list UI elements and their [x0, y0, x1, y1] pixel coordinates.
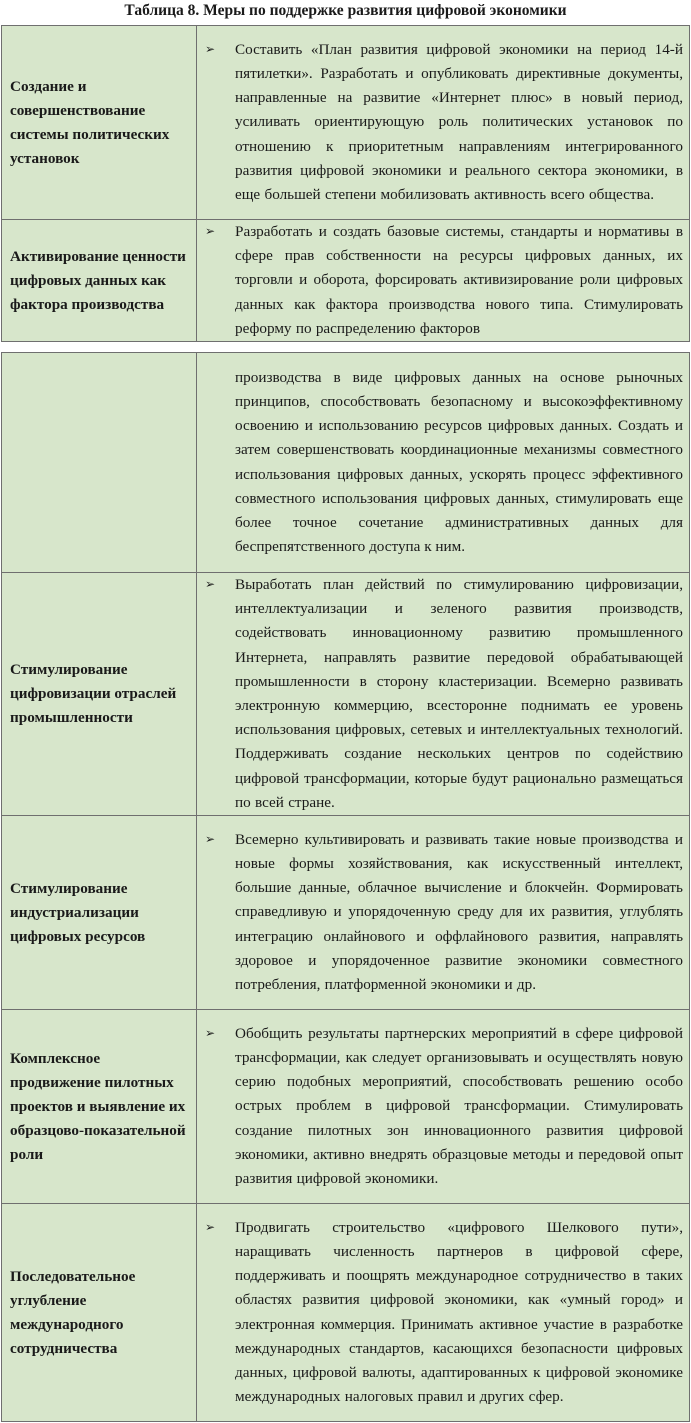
arrow-bullet-icon: ➢ [205, 831, 216, 846]
arrow-bullet-icon: ➢ [205, 41, 216, 56]
row-label [2, 353, 197, 573]
table-row [2, 816, 690, 1010]
bullet-text: Выработать план действий по стимулированию цифровизации, интеллектуализации и зеленого развития производств, содействовать инновационному развитию промышленного Интернета, направлять развитие передовой обрабатывающей промышленности в сторону кластеризации. Всемерно развивать электронную коммерцию, всесторонне поднимать ее уровень использования цифровых, сетевых и интеллектуальных технологий. Поддерживать создание нескольких центров по содействию цифровой трансформации, которые будут рационально размещаться по всей стране. [235, 576, 683, 811]
bullet-item [197, 1216, 683, 1410]
table-row [2, 220, 690, 342]
row-content [197, 573, 690, 816]
row-content [197, 1010, 690, 1204]
table-row [2, 1204, 690, 1422]
bullet-text: Обобщить результаты партнерских мероприятий в сфере цифровой трансформации, как следует организовывать и осуществлять новую серию подобных мероприятий, способствовать решению особо острых проблем в цифровой трансформации. Стимулировать создание пилотных зон инновационного развития цифровой экономики, активно внедрять образцовые методы и передовой опыт развития цифровой экономики. [235, 1024, 683, 1188]
arrow-bullet-icon: ➢ [205, 1219, 216, 1234]
row-content [197, 220, 690, 342]
page-break-gap [0, 342, 691, 352]
continued-text: производства в виде цифровых данных на основе рыночных принципов, способствовать безопасному и высокоэффективному освоению и использованию ресурсов цифровых данных. Создать и затем совершенствовать координационные механизмы совместного использования цифровых данных, ускорять процесс эффективного совместного использования цифровых данных, стимулировать еще более точное сочетание административных данных для беспрепятственного доступа к ним. [235, 368, 683, 556]
bullet-item [197, 1022, 683, 1191]
bullet-item [197, 828, 683, 997]
bullet-item [197, 573, 683, 815]
arrow-bullet-icon: ➢ [205, 224, 216, 238]
row-content [197, 1204, 690, 1422]
row-label: Последовательное углубление международного сотрудничества [2, 1204, 197, 1422]
measures-table-part-2 [1, 352, 690, 1422]
table-caption: Таблица 8. Меры по поддержке развития цифровой экономики [124, 2, 567, 19]
bullet-text: Разработать и создать базовые системы, стандарты и нормативы в сфере прав собственности на ресурсы цифровых данных, их торговли и оборота, форсировать активизирование роли цифровых данных как фактора производства нового типа. Стимулировать реформу по распределению факторов [235, 223, 683, 337]
bullet-item [197, 220, 683, 341]
table-row [2, 573, 690, 816]
row-content [197, 353, 690, 573]
row-label: Стимулирование цифровизации отраслей промышленности [2, 573, 197, 816]
row-label: Комплексное продвижение пилотных проектов и выявление их образцово-показательной роли [2, 1010, 197, 1204]
row-content [197, 816, 690, 1010]
measures-table-part-1 [1, 25, 690, 342]
arrow-bullet-icon: ➢ [205, 577, 216, 592]
table-row [2, 353, 690, 573]
bullet-text: Всемерно культивировать и развивать такие новые производства и новые формы хозяйствования, как искусственный интеллект, большие данные, облачное вычисление и блокчейн. Формировать справедливую и упорядоченную среду для их развития, углублять интеграцию онлайнового и оффлайнового развития, направлять здоровое и упорядоченное развитие экономики совместного потребления, платформенной экономики и др. [235, 830, 683, 994]
bullet-item [197, 38, 683, 207]
bullet-text: Продвигать строительство «цифрового Шелкового пути», наращивать численность партнеров в цифровой сфере, поддерживать и поощрять международное сотрудничество в таких областях развития цифровой экономики, как «умный город» и электронная коммерция. Принимать активное участие в разработке международных стандартов, касающихся безопасности цифровых данных, цифровой валюты, адаптированных к цифровой экономике международных налоговых правил и других сфер. [235, 1218, 683, 1406]
table-row [2, 26, 690, 220]
row-label: Создание и совершенствование системы политических установок [2, 26, 197, 220]
row-label: Стимулирование индустриализации цифровых ресурсов [2, 816, 197, 1010]
arrow-bullet-icon: ➢ [205, 1025, 216, 1040]
bullet-text: Составить «План развития цифровой экономики на период 14-й пятилетки». Разработать и опубликовать директивные документы, направленные на развитие «Интернет плюс» в новый период, усиливать ориентирующую роль политических установок по отношению к приоритетным направлениям интегрированного развития цифровой экономики и реального сектора экономики, в еще большей степени мобилизовать активность всего общества. [235, 40, 683, 203]
row-label: Активирование ценности цифровых данных как фактора производства [2, 220, 197, 342]
table-row [2, 1010, 690, 1204]
row-content [197, 26, 690, 220]
